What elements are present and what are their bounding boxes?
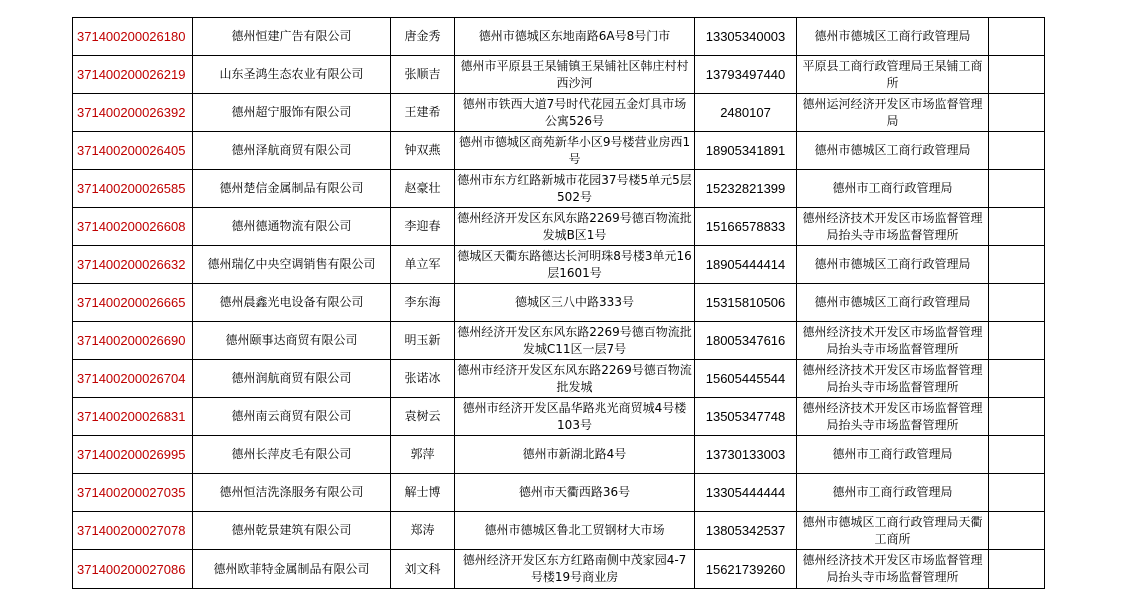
legal-representative-cell: 明玉新 bbox=[391, 322, 455, 360]
table-row bbox=[73, 208, 1045, 246]
table-row bbox=[73, 18, 1045, 56]
registration-number-cell: 371400200026632 bbox=[73, 246, 193, 284]
table-row bbox=[73, 436, 1045, 474]
table-row bbox=[73, 284, 1045, 322]
registration-authority-cell: 德州市德城区工商行政管理局天衢工商所 bbox=[797, 512, 989, 550]
table-row bbox=[73, 94, 1045, 132]
registration-number-cell: 371400200026180 bbox=[73, 18, 193, 56]
legal-representative-cell: 张诺冰 bbox=[391, 360, 455, 398]
note-cell bbox=[989, 94, 1045, 132]
note-cell bbox=[989, 360, 1045, 398]
legal-representative-cell: 袁树云 bbox=[391, 398, 455, 436]
company-name-cell: 德州润航商贸有限公司 bbox=[193, 360, 391, 398]
address-cell: 德州市铁西大道7号时代花园五金灯具市场公寓526号 bbox=[455, 94, 695, 132]
phone-cell: 15621739260 bbox=[695, 550, 797, 589]
phone-cell: 15315810506 bbox=[695, 284, 797, 322]
table-row bbox=[73, 550, 1045, 589]
registration-authority-cell: 德州经济技术开发区市场监督管理局抬头寺市场监督管理所 bbox=[797, 360, 989, 398]
table-row bbox=[73, 56, 1045, 94]
table-row bbox=[73, 132, 1045, 170]
registration-authority-cell: 德州市德城区工商行政管理局 bbox=[797, 246, 989, 284]
company-name-cell: 德州楚信金属制品有限公司 bbox=[193, 170, 391, 208]
registration-number-cell: 371400200026608 bbox=[73, 208, 193, 246]
registration-number-cell: 371400200026995 bbox=[73, 436, 193, 474]
note-cell bbox=[989, 246, 1045, 284]
registration-number-cell: 371400200026585 bbox=[73, 170, 193, 208]
phone-cell: 18005347616 bbox=[695, 322, 797, 360]
note-cell bbox=[989, 512, 1045, 550]
phone-cell: 13793497440 bbox=[695, 56, 797, 94]
phone-cell: 13305444444 bbox=[695, 474, 797, 512]
phone-cell: 2480107 bbox=[695, 94, 797, 132]
note-cell bbox=[989, 18, 1045, 56]
registration-authority-cell: 德州运河经济开发区市场监督管理局 bbox=[797, 94, 989, 132]
registration-number-cell: 371400200026831 bbox=[73, 398, 193, 436]
address-cell: 德城区三八中路333号 bbox=[455, 284, 695, 322]
address-cell: 德州市天衢西路36号 bbox=[455, 474, 695, 512]
phone-cell: 15232821399 bbox=[695, 170, 797, 208]
table-row bbox=[73, 246, 1045, 284]
registration-authority-cell: 德州经济技术开发区市场监督管理局抬头寺市场监督管理所 bbox=[797, 550, 989, 589]
phone-cell: 13505347748 bbox=[695, 398, 797, 436]
company-name-cell: 德州长萍皮毛有限公司 bbox=[193, 436, 391, 474]
registration-number-cell: 371400200026665 bbox=[73, 284, 193, 322]
phone-cell: 15605445544 bbox=[695, 360, 797, 398]
company-name-cell: 德州晨鑫光电设备有限公司 bbox=[193, 284, 391, 322]
company-name-cell: 德州乾景建筑有限公司 bbox=[193, 512, 391, 550]
address-cell: 德州市东方红路新城市花园37号楼5单元5层502号 bbox=[455, 170, 695, 208]
company-name-cell: 德州欧菲特金属制品有限公司 bbox=[193, 550, 391, 589]
table-row bbox=[73, 474, 1045, 512]
note-cell bbox=[989, 436, 1045, 474]
company-name-cell: 德州泽航商贸有限公司 bbox=[193, 132, 391, 170]
phone-cell: 18905444414 bbox=[695, 246, 797, 284]
phone-cell: 13805342537 bbox=[695, 512, 797, 550]
table-body bbox=[73, 18, 1045, 589]
registration-number-cell: 371400200026405 bbox=[73, 132, 193, 170]
registration-number-cell: 371400200026704 bbox=[73, 360, 193, 398]
note-cell bbox=[989, 474, 1045, 512]
table-row bbox=[73, 398, 1045, 436]
registration-authority-cell: 德州市德城区工商行政管理局 bbox=[797, 132, 989, 170]
registration-authority-cell: 德州经济技术开发区市场监督管理局抬头寺市场监督管理所 bbox=[797, 322, 989, 360]
legal-representative-cell: 刘文科 bbox=[391, 550, 455, 589]
legal-representative-cell: 张顺吉 bbox=[391, 56, 455, 94]
company-name-cell: 德州恒建广告有限公司 bbox=[193, 18, 391, 56]
registration-authority-cell: 德州经济技术开发区市场监督管理局抬头寺市场监督管理所 bbox=[797, 398, 989, 436]
note-cell bbox=[989, 284, 1045, 322]
note-cell bbox=[989, 132, 1045, 170]
legal-representative-cell: 郑涛 bbox=[391, 512, 455, 550]
address-cell: 德州市经济开发区晶华路兆光商贸城4号楼103号 bbox=[455, 398, 695, 436]
company-name-cell: 德州颐事达商贸有限公司 bbox=[193, 322, 391, 360]
address-cell: 德州市平原县王杲铺镇王杲铺社区韩庄村村西沙河 bbox=[455, 56, 695, 94]
legal-representative-cell: 王建希 bbox=[391, 94, 455, 132]
address-cell: 德城区天衢东路德达长河明珠8号楼3单元16层1601号 bbox=[455, 246, 695, 284]
legal-representative-cell: 李东海 bbox=[391, 284, 455, 322]
phone-cell: 13305340003 bbox=[695, 18, 797, 56]
company-name-cell: 山东圣鸿生态农业有限公司 bbox=[193, 56, 391, 94]
company-name-cell: 德州德通物流有限公司 bbox=[193, 208, 391, 246]
legal-representative-cell: 解士博 bbox=[391, 474, 455, 512]
registration-number-cell: 371400200027035 bbox=[73, 474, 193, 512]
registration-authority-cell: 德州市工商行政管理局 bbox=[797, 170, 989, 208]
note-cell bbox=[989, 322, 1045, 360]
phone-cell: 15166578833 bbox=[695, 208, 797, 246]
address-cell: 德州经济开发区东方红路南侧中茂家园4-7号楼19号商业房 bbox=[455, 550, 695, 589]
registration-authority-cell: 德州市工商行政管理局 bbox=[797, 436, 989, 474]
registration-authority-cell: 德州市工商行政管理局 bbox=[797, 474, 989, 512]
company-name-cell: 德州南云商贸有限公司 bbox=[193, 398, 391, 436]
note-cell bbox=[989, 170, 1045, 208]
company-registry-table bbox=[72, 17, 1045, 589]
address-cell: 德州市德城区商苑新华小区9号楼营业房西1号 bbox=[455, 132, 695, 170]
registration-authority-cell: 德州市德城区工商行政管理局 bbox=[797, 18, 989, 56]
address-cell: 德州市经济开发区东风东路2269号德百物流批发城 bbox=[455, 360, 695, 398]
registration-number-cell: 371400200026392 bbox=[73, 94, 193, 132]
phone-cell: 13730133003 bbox=[695, 436, 797, 474]
registration-authority-cell: 德州市德城区工商行政管理局 bbox=[797, 284, 989, 322]
registration-number-cell: 371400200027086 bbox=[73, 550, 193, 589]
address-cell: 德州市德城区鲁北工贸钢材大市场 bbox=[455, 512, 695, 550]
company-name-cell: 德州恒洁洗涤服务有限公司 bbox=[193, 474, 391, 512]
legal-representative-cell: 赵豪壮 bbox=[391, 170, 455, 208]
company-name-cell: 德州超宁服饰有限公司 bbox=[193, 94, 391, 132]
registration-number-cell: 371400200026690 bbox=[73, 322, 193, 360]
table-row bbox=[73, 360, 1045, 398]
phone-cell: 18905341891 bbox=[695, 132, 797, 170]
table-row bbox=[73, 322, 1045, 360]
registration-authority-cell: 平原县工商行政管理局王杲铺工商所 bbox=[797, 56, 989, 94]
legal-representative-cell: 钟双燕 bbox=[391, 132, 455, 170]
note-cell bbox=[989, 398, 1045, 436]
company-name-cell: 德州瑞亿中央空调销售有限公司 bbox=[193, 246, 391, 284]
table-row bbox=[73, 170, 1045, 208]
address-cell: 德州经济开发区东风东路2269号德百物流批发城B区1号 bbox=[455, 208, 695, 246]
registration-number-cell: 371400200027078 bbox=[73, 512, 193, 550]
note-cell bbox=[989, 208, 1045, 246]
note-cell bbox=[989, 56, 1045, 94]
address-cell: 德州经济开发区东风东路2269号德百物流批发城C11区一层7号 bbox=[455, 322, 695, 360]
registration-authority-cell: 德州经济技术开发区市场监督管理局抬头寺市场监督管理所 bbox=[797, 208, 989, 246]
legal-representative-cell: 单立军 bbox=[391, 246, 455, 284]
address-cell: 德州市德城区东地南路6A号8号门市 bbox=[455, 18, 695, 56]
legal-representative-cell: 李迎春 bbox=[391, 208, 455, 246]
address-cell: 德州市新湖北路4号 bbox=[455, 436, 695, 474]
legal-representative-cell: 郭萍 bbox=[391, 436, 455, 474]
legal-representative-cell: 唐金秀 bbox=[391, 18, 455, 56]
table-row bbox=[73, 512, 1045, 550]
registration-number-cell: 371400200026219 bbox=[73, 56, 193, 94]
note-cell bbox=[989, 550, 1045, 589]
